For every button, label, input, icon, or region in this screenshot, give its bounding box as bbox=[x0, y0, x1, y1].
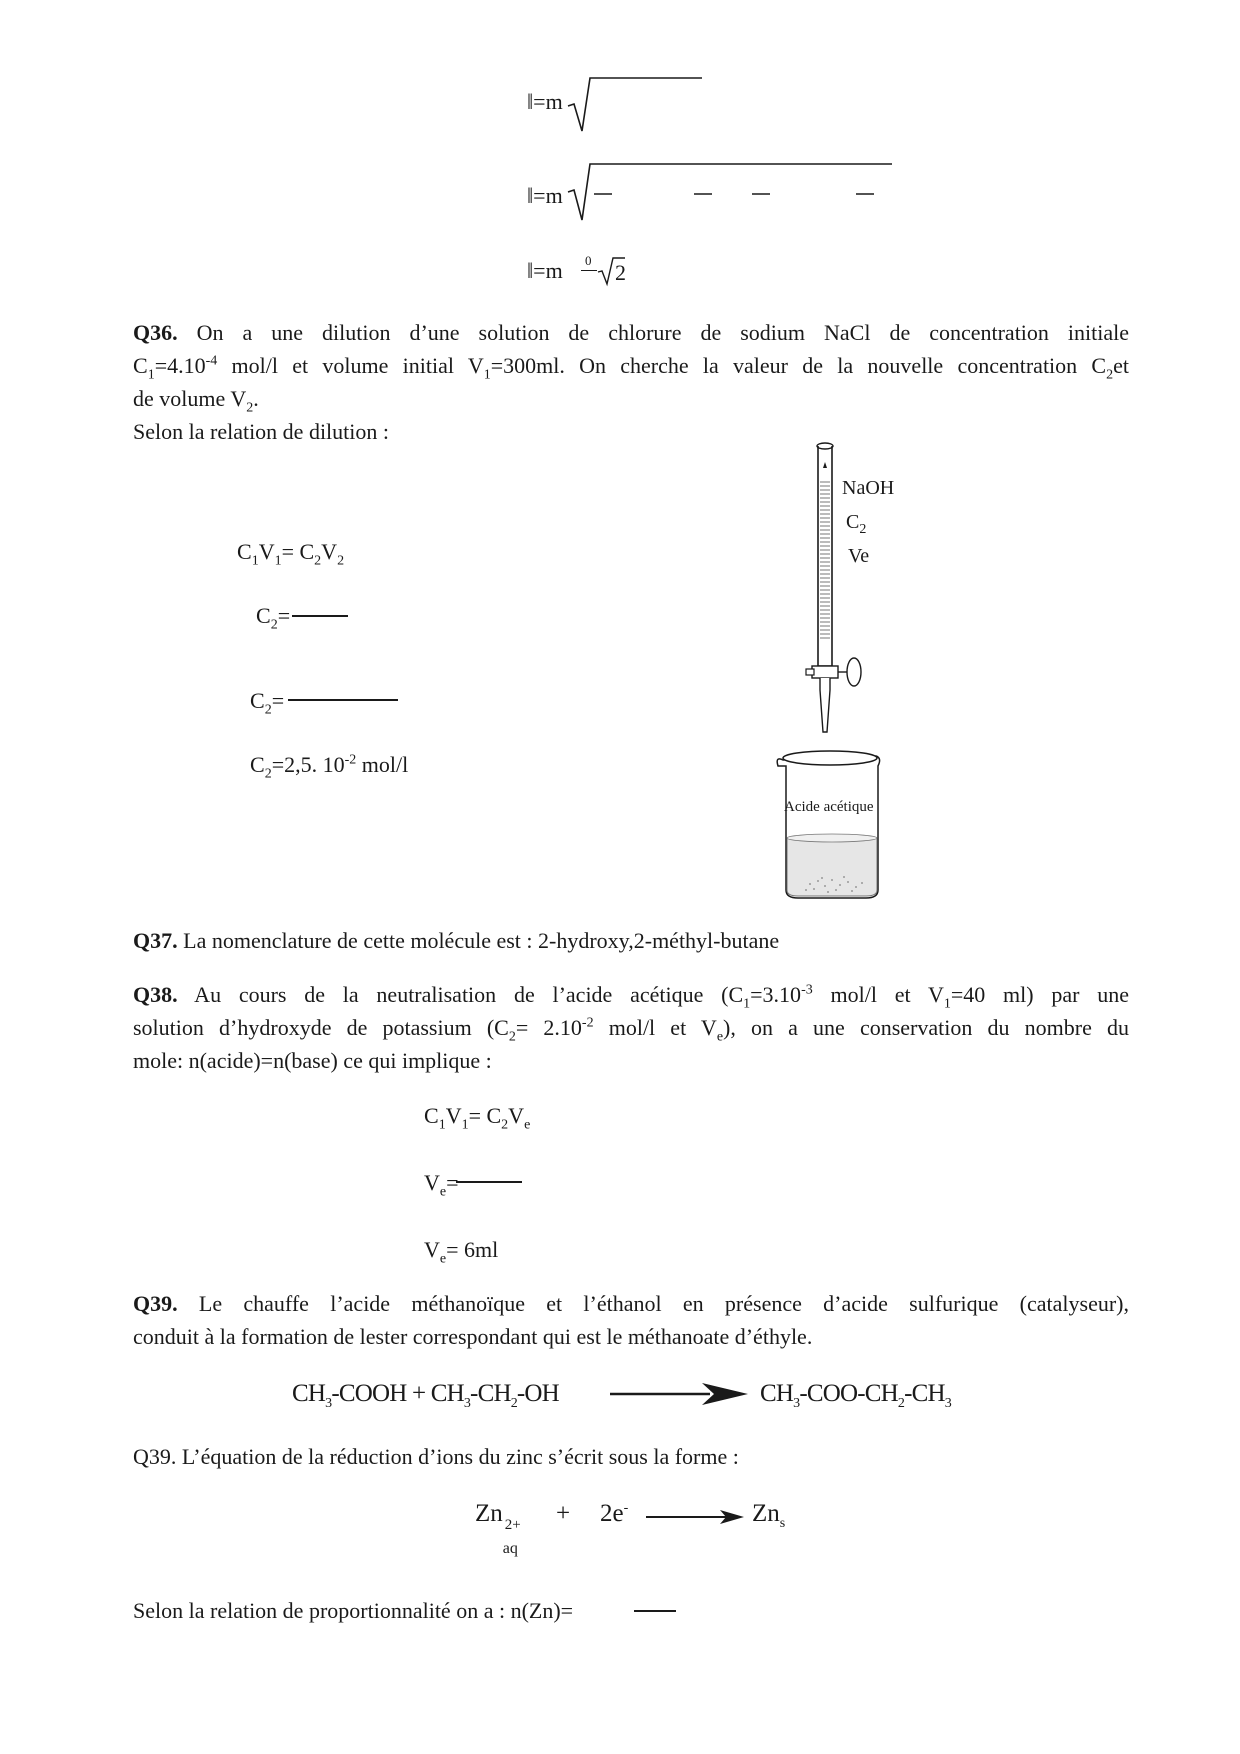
formula-norm-3-superscript: 0 bbox=[585, 253, 592, 268]
q39-ester-line-1: Q39. Le chauffe l’acide méthanoïque et l’éthanol en présence d’acide sulfurique (catalyseur), bbox=[133, 1291, 1129, 1316]
q38-paragraph bbox=[133, 978, 1129, 1077]
electrons: 2e- bbox=[600, 1500, 629, 1527]
titration-figure bbox=[770, 440, 950, 900]
proportionality-fraction-bar bbox=[634, 1610, 676, 1612]
q36-equation-4: $C_2=2,5$. $10^{-2}$ mol/l bbox=[250, 752, 409, 782]
beaker bbox=[777, 751, 879, 898]
q37-label: Q37. bbox=[133, 928, 178, 953]
q36-equation-2-fraction-bar bbox=[292, 615, 348, 617]
formula-norm-1 bbox=[527, 85, 563, 118]
formula-norm-3-prefix: ‖=m bbox=[527, 258, 563, 283]
q38-label: Q38. bbox=[133, 982, 178, 1007]
q39-ester-label: Q39. bbox=[133, 1291, 178, 1316]
q36-equation-3-fraction-bar bbox=[288, 699, 398, 701]
q38-line-2: solution d’hydroxyde de potassium ($C_2= 2.10^{-2}$ mol/l et $V_e$), on a une conservation du nombre du bbox=[133, 1015, 1129, 1045]
q36-equation-1: $C_1V_1= C_2V_2$ bbox=[237, 539, 345, 569]
zinc-ion: Zn 2+ aq bbox=[475, 1500, 521, 1557]
proportionality-line: Selon la relation de proportionnalité on a : n(Zn)= bbox=[133, 1598, 574, 1623]
q38-line-1: Q38. Au cours de la neutralisation de l’acide acétique ($C_1=3.10^{-3}$ mol/l et $V_1=40$ ml) par une bbox=[133, 982, 1129, 1012]
concentration-label: $C_2$ bbox=[846, 511, 867, 537]
plus-sign: + bbox=[556, 1500, 571, 1527]
formula-norm-2-prefix: ‖=m bbox=[527, 183, 563, 208]
reduction-arrow-icon bbox=[646, 1505, 746, 1529]
formula-norm-1-prefix: ‖=m bbox=[527, 89, 563, 114]
formula-norm-3 bbox=[527, 254, 563, 287]
sqrt-sign-1 bbox=[566, 76, 706, 136]
q38-line-3: mole: n(acide)=n(base) ce qui implique : bbox=[133, 1048, 492, 1073]
q36-line-1: Q36. On a une dilution d’une solution de chlorure de sodium NaCl de concentration initiale bbox=[133, 320, 1130, 345]
q36-equation-3: $C_2=$ bbox=[250, 688, 285, 718]
q39-ester-paragraph bbox=[133, 1287, 1129, 1353]
reaction-arrow-icon bbox=[610, 1379, 750, 1409]
formula-norm-3-sqrt-content: 2 bbox=[615, 260, 626, 285]
q36-paragraph bbox=[133, 316, 1129, 448]
q38-equation-3: $V_e= 6ml$ bbox=[424, 1237, 499, 1267]
q38-equation-2-fraction-bar bbox=[456, 1181, 522, 1183]
q36-line-3: de volume $V_2$. bbox=[133, 386, 259, 416]
q39-ester-line-2: conduit à la formation de lester correspondant qui est le méthanoate d’éthyle. bbox=[133, 1324, 813, 1349]
q38-equation-2: $V_e=$ bbox=[424, 1170, 459, 1200]
formula-norm-2 bbox=[527, 179, 563, 212]
zinc-metal: $Zn_s$ bbox=[752, 1500, 786, 1531]
sqrt-sign-2 bbox=[566, 162, 896, 224]
formula-norm-3-bar bbox=[581, 270, 597, 271]
q37-paragraph: Q37. La nomenclature de cette molécule est : 2-hydroxy,2-méthyl-butane bbox=[133, 928, 780, 953]
volume-label: Ve bbox=[848, 545, 870, 567]
esterification-reactants: $CH_3$-COOH + $CH_3-CH_2-OH$ bbox=[292, 1380, 559, 1411]
q38-equation-1: $C_1V_1= C_2V_e$ bbox=[424, 1103, 531, 1133]
q36-line-4: Selon la relation de dilution : bbox=[133, 419, 390, 444]
beaker-label: Acide acétique bbox=[784, 799, 874, 815]
q36-label: Q36. bbox=[133, 320, 178, 345]
q36-line-2: $C_1=4.10^{-4}$ mol/l et volume initial $V_1=300ml$. On cherche la valeur de la nouvelle concentration $C_2et$ bbox=[133, 353, 1129, 383]
esterification-products: $CH_3-COO-CH_2-CH_3$ bbox=[760, 1380, 951, 1411]
q36-equation-2: $C_2=$ bbox=[256, 603, 291, 633]
burette-label: NaOH bbox=[842, 477, 895, 499]
q39-zinc-line-1: Q39. L’équation de la réduction d’ions du zinc s’écrit sous la forme : bbox=[133, 1444, 739, 1469]
